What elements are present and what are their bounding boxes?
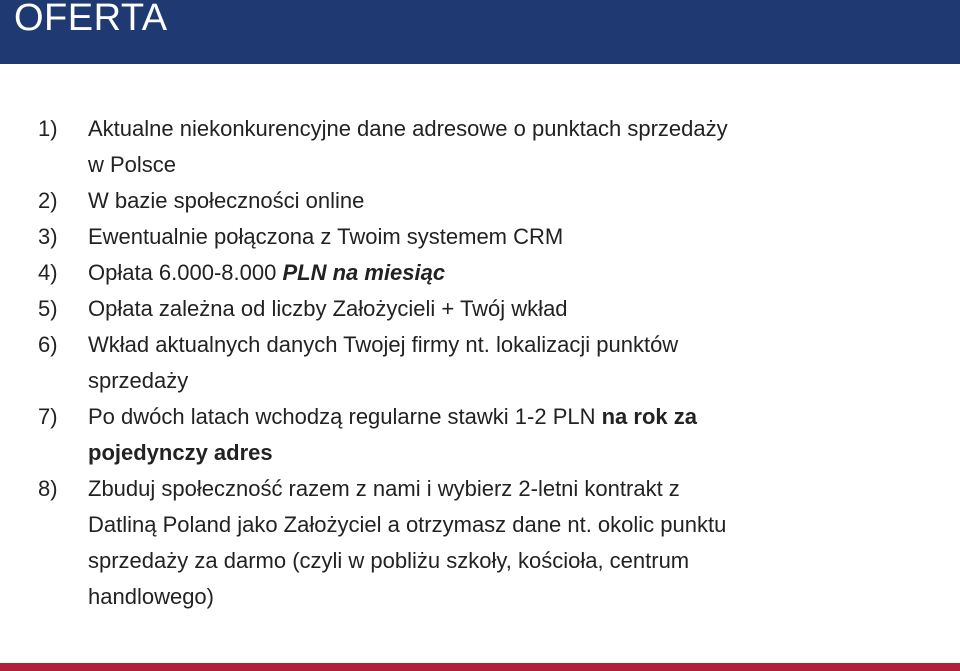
list-item-text (88, 471, 948, 615)
list-item-line (88, 543, 948, 579)
list-item-number: 4) (38, 260, 58, 285)
list-item-line-text: W bazie społeczności online (88, 188, 365, 213)
emphasized-text: pojedynczy adres (88, 440, 273, 465)
list-item-line (88, 327, 948, 363)
list-item-number: 5) (38, 296, 58, 321)
list-item-line-text: Ewentualnie połączona z Twoim systemem CRM (88, 224, 564, 249)
list-item-line (88, 579, 948, 615)
list-item-line (88, 363, 948, 399)
list-item-text (88, 399, 948, 471)
list-item-number: 8) (38, 476, 58, 501)
footer-accent-bar (0, 663, 960, 671)
list-item-line-text: Opłata 6.000-8.000 (88, 260, 283, 285)
list-item-text (88, 219, 948, 255)
list-item-line (88, 399, 948, 435)
emphasized-price-unit: PLN na miesiąc (282, 260, 446, 285)
list-item-text (88, 183, 948, 219)
list-item-line (88, 183, 948, 219)
list-item-number: 3) (38, 224, 58, 249)
list-item-text (88, 255, 948, 291)
list-item-line-text: w Polsce (88, 152, 177, 177)
page-title: OFERTA (14, 0, 168, 39)
list-item-line-text: Wkład aktualnych danych Twojej firmy nt. lokalizacji punktów (88, 332, 679, 357)
list-item-line (88, 471, 948, 507)
list-item-line-text: Po dwóch latach wchodzą regularne stawki 1-2 PLN (88, 404, 602, 429)
list-item-line-text: Datliną Poland jako Założyciel a otrzymasz dane nt. okolic punktu (88, 512, 727, 537)
list-item-line-text: sprzedaży za darmo (czyli w pobliżu szkoły, kościoła, centrum (88, 548, 690, 573)
list-item-number: 2) (38, 188, 58, 213)
list-item-line (88, 111, 948, 147)
list-item-line (88, 255, 948, 291)
list-item-number: 7) (38, 404, 58, 429)
list-item-text (88, 291, 948, 327)
list-item-number: 1) (38, 116, 58, 141)
list-item-line-text: Opłata zależna od liczby Założycieli + Twój wkład (88, 296, 568, 321)
list-item-text (88, 327, 948, 399)
list-item-number: 6) (38, 332, 58, 357)
list-item-line (88, 291, 948, 327)
list-item-line (88, 435, 948, 471)
emphasized-text: na rok za (601, 404, 697, 429)
list-item-line (88, 507, 948, 543)
list-item-line-text: Aktualne niekonkurencyjne dane adresowe o punktach sprzedaży (88, 116, 728, 141)
list-item-line-text: Zbuduj społeczność razem z nami i wybierz 2-letni kontrakt z (88, 476, 680, 501)
list-item-line-text: handlowego) (88, 584, 214, 609)
list-item-line-text: sprzedaży (88, 368, 189, 393)
list-item-text (88, 111, 948, 183)
list-item-line (88, 147, 948, 183)
list-item-line (88, 219, 948, 255)
